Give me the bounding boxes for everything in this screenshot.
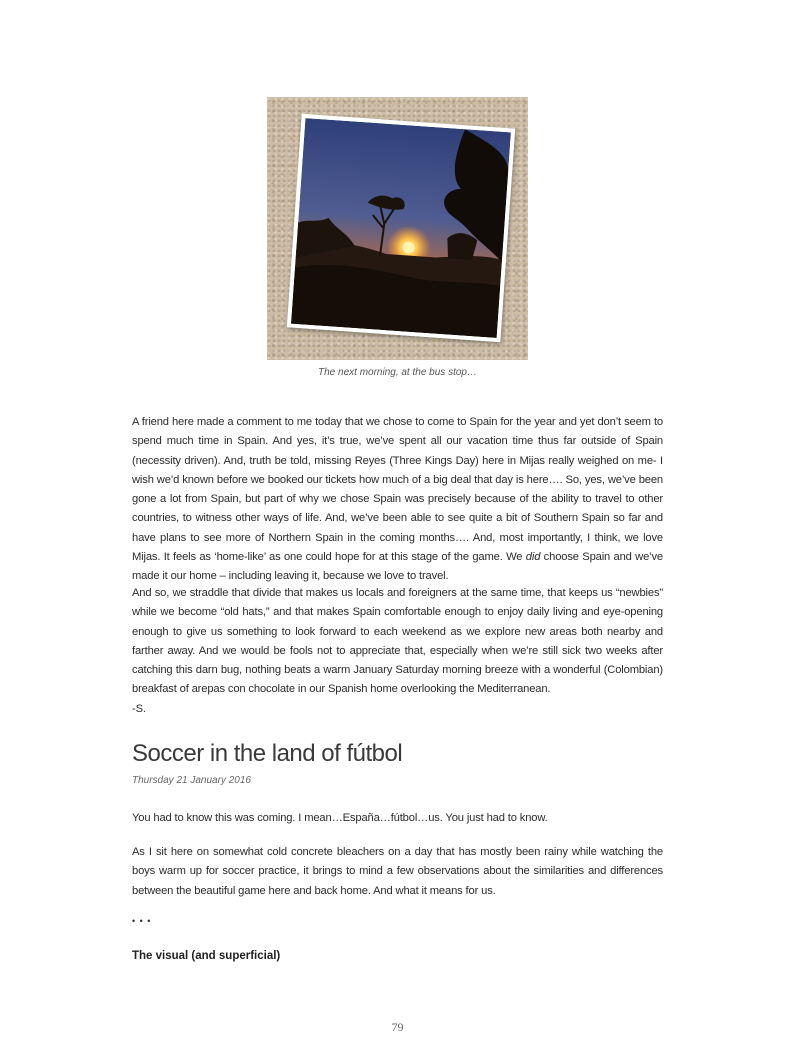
sunset-photo xyxy=(287,114,515,342)
post2-paragraph-2: As I sit here on somewhat cold concrete bleachers on a day that has mostly been rainy while watching the boys warm up for soccer practice, it brings to mind a few observations about the similarities and differences between the beautiful game here and back home. And what it means for us. xyxy=(132,846,663,897)
section-separator: • • • xyxy=(132,916,152,926)
post1-paragraph-1-text-b: choose Spain and we’ve made it our home – including leaving it, because we love to travel. xyxy=(132,551,663,583)
post1-paragraph-2: And so, we straddle that divide that makes us locals and foreigners at the same time, that keeps us “newbies” while we become “old hats,” and that makes Spain comfortable enough to enjoy daily living and eye-opening enough to give us something to look forward to each weekend as we explore new areas both nearby and farther away. And we would be fools not to appreciate that, especially when we’re still sick two weeks after catching this darn bug, nothing beats a warm January Saturday morning breeze with a wonderful (Colombian) breakfast of arepas con chocolate in our Spanish home overlooking the Mediterranean. xyxy=(132,587,663,696)
photo-frame xyxy=(267,97,528,360)
page-number: 79 xyxy=(391,1020,404,1034)
post-date: Thursday 21 January 2016 xyxy=(132,775,251,786)
post1-signature: -S. xyxy=(132,703,146,715)
photo-caption: The next morning, at the bus stop… xyxy=(318,367,477,378)
post1-paragraph-1-text-a: A friend here made a comment to me today that we chose to come to Spain for the year and yet don’t seem to spend much time in Spain. And yes, it’s true, we’ve spent all our vacation time thus far outside of Spain (necessity driven). And, truth be told, missing Reyes (Three Kings Day) here in Mijas really weighed on me- I wish we’d known before we booked our tickets how much of a big deal that day is here…. So, yes, we’ve been gone a lot from Spain, but part of why we chose Spain was precisely because of the ability to travel to other countries, to witness other ways of life. And, we’ve been able to see quite a bit of Southern Spain so far and have plans to see more of Northern Spain in the coming months…. And, most importantly, I think, we love Mijas. It feels as ‘home-like’ as one could hope for at this stage of the game. We xyxy=(132,416,663,564)
post1-paragraph-1-emphasis: did xyxy=(525,551,541,564)
post-title: Soccer in the land of fútbol xyxy=(132,740,403,767)
section-subheading: The visual (and superficial) xyxy=(132,950,281,962)
post1-paragraph-1 xyxy=(132,413,663,587)
post2-paragraph-1: You had to know this was coming. I mean…España…fútbol…us. You just had to know. xyxy=(132,812,548,824)
